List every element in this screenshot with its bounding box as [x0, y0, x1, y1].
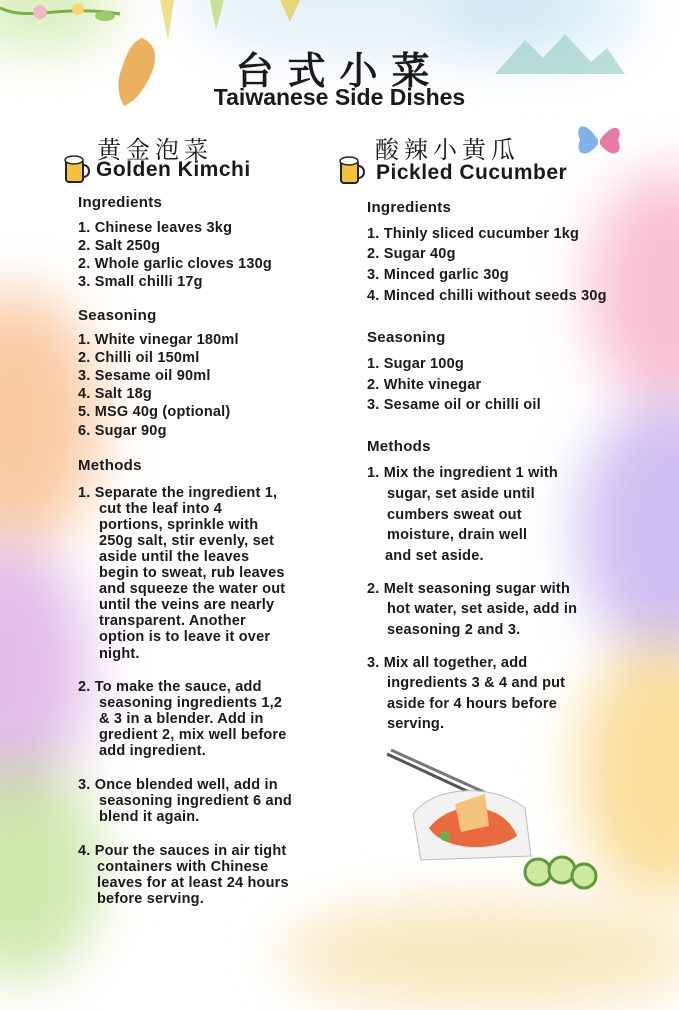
page-title-chinese: 台式小菜: [235, 49, 444, 93]
method-line: 3. Mix all together, add: [367, 655, 528, 671]
list-item: 2. Salt 250g: [78, 238, 161, 254]
list-item: 2. White vinegar: [367, 377, 482, 393]
method-line: and squeeze the water out: [99, 581, 286, 597]
paint-splash-illustration: [150, 0, 320, 45]
method-line: containers with Chinese: [97, 859, 269, 875]
watercolor-wash: [579, 400, 679, 660]
methods-heading: Methods: [367, 438, 431, 455]
method-line: option is to leave it over: [99, 629, 271, 645]
list-item: 4. Salt 18g: [78, 386, 152, 402]
method-line: 3. Once blended well, add in: [78, 777, 278, 793]
method-line: 250g salt, stir evenly, set: [99, 533, 275, 549]
list-item: 1. Chinese leaves 3kg: [78, 220, 233, 236]
method-line: 1. Mix the ingredient 1 with: [367, 465, 558, 481]
method-line: sugar, set aside until: [387, 486, 535, 502]
watercolor-wash: [0, 760, 100, 980]
cucumber-slices-illustration: [522, 852, 602, 892]
list-item: 3. Sesame oil 90ml: [78, 368, 211, 384]
method-line: aside for 4 hours before: [387, 696, 557, 712]
method-line: 2. To make the sauce, add: [78, 679, 262, 695]
list-item: 6. Sugar 90g: [78, 423, 167, 439]
method-line: before serving.: [97, 891, 204, 907]
list-item: 1. Sugar 100g: [367, 356, 464, 372]
seasoning-heading: Seasoning: [78, 307, 157, 324]
method-line: night.: [99, 646, 140, 662]
watercolor-wash: [0, 290, 100, 550]
list-item: 5. MSG 40g (optional): [78, 404, 231, 420]
method-line: and set aside.: [385, 548, 484, 564]
method-line: cut the leaf into 4: [99, 501, 223, 517]
method-line: seasoning 2 and 3.: [387, 622, 521, 638]
method-line: transparent. Another: [99, 613, 246, 629]
method-line: aside until the leaves: [99, 549, 250, 565]
method-line: moisture, drain well: [387, 527, 528, 543]
beer-mug-icon: [63, 154, 91, 184]
method-line: serving.: [387, 716, 445, 732]
methods-heading: Methods: [78, 457, 142, 474]
seasoning-heading: Seasoning: [367, 329, 446, 346]
butterfly-illustration: [574, 118, 624, 162]
flower-vine-illustration: [0, 0, 130, 40]
method-line: hot water, set aside, add in: [387, 601, 578, 617]
method-line: 1. Separate the ingredient 1,: [78, 485, 278, 501]
method-line: portions, sprinkle with: [99, 517, 259, 533]
page-title: Taiwanese Side Dishes: [213, 84, 466, 110]
method-line: leaves for at least 24 hours: [97, 875, 289, 891]
method-line: cumbers sweat out: [387, 507, 522, 523]
list-item: 4. Minced chilli without seeds 30g: [367, 288, 607, 304]
method-line: seasoning ingredient 6 and: [99, 793, 292, 809]
list-item: 3. Small chilli 17g: [78, 274, 203, 290]
method-line: until the veins are nearly: [99, 597, 275, 613]
method-line: 2. Melt seasoning sugar with: [367, 581, 570, 597]
recipe-title-chinese: 酸辣小黄瓜: [375, 136, 520, 164]
method-line: add ingredient.: [99, 743, 206, 759]
method-line: blend it again.: [99, 809, 200, 825]
recipe-title-chinese: 黄金泡菜: [97, 136, 213, 164]
method-line: ingredients 3 & 4 and put: [387, 675, 566, 691]
method-line: & 3 in a blender. Add in: [99, 711, 264, 727]
list-item: 2. Sugar 40g: [367, 246, 456, 262]
method-line: seasoning ingredients 1,2: [99, 695, 283, 711]
ingredients-heading: Ingredients: [367, 199, 452, 216]
recipe-title: Pickled Cucumber: [376, 161, 568, 184]
ingredients-heading: Ingredients: [78, 194, 163, 211]
method-line: 4. Pour the sauces in air tight: [78, 843, 287, 859]
list-item: 2. Chilli oil 150ml: [78, 350, 200, 366]
watercolor-wash: [280, 900, 679, 1010]
list-item: 3. Minced garlic 30g: [367, 267, 509, 283]
list-item: 3. Sesame oil or chilli oil: [367, 397, 541, 413]
list-item: 2. Whole garlic cloves 130g: [78, 256, 272, 272]
method-line: begin to sweat, rub leaves: [99, 565, 285, 581]
beer-mug-icon: [338, 155, 366, 185]
recipe-title: Golden Kimchi: [96, 158, 251, 181]
list-item: 1. Thinly sliced cucumber 1kg: [367, 226, 580, 242]
list-item: 1. White vinegar 180ml: [78, 332, 239, 348]
method-line: gredient 2, mix well before: [99, 727, 287, 743]
